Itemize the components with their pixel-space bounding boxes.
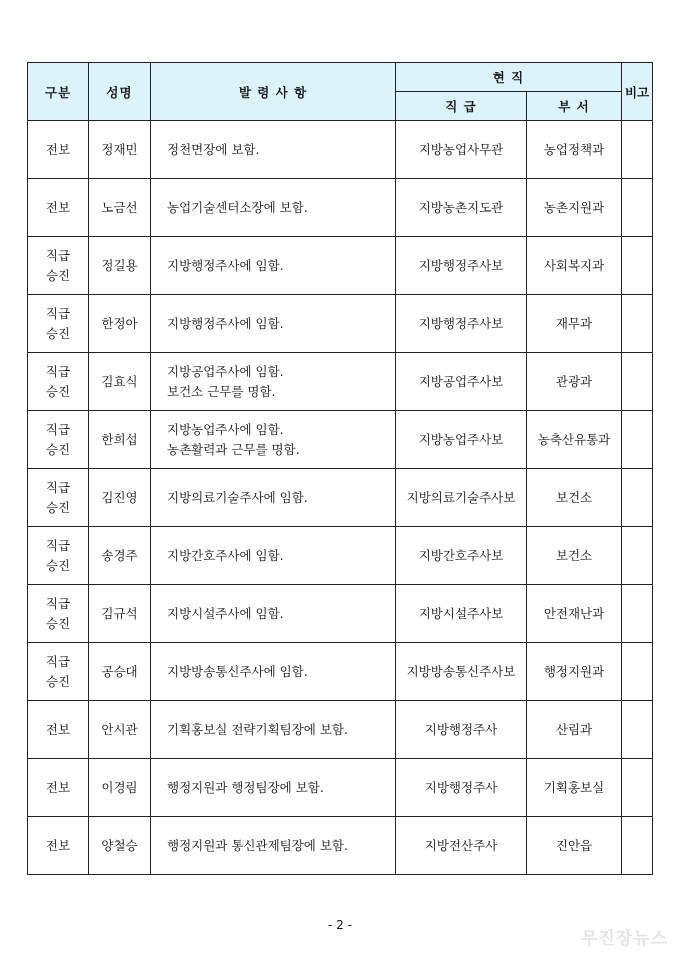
cell-rank: 지방방송통신주사보 bbox=[396, 643, 527, 701]
cell-dept: 보건소 bbox=[527, 469, 622, 527]
cell-name: 송경주 bbox=[89, 527, 151, 585]
cell-note bbox=[622, 701, 653, 759]
cell-dept: 산림과 bbox=[527, 701, 622, 759]
cell-dept: 안전재난과 bbox=[527, 585, 622, 643]
table-row bbox=[28, 179, 653, 237]
header-row bbox=[28, 63, 653, 92]
cell-order: 행정지원과 통신관제팀장에 보함. bbox=[151, 817, 396, 875]
cell-category: 전보 bbox=[28, 817, 89, 875]
cell-category: 직급 승진 bbox=[28, 411, 89, 469]
cell-name: 정길용 bbox=[89, 237, 151, 295]
header-note: 비고 bbox=[622, 63, 653, 121]
cell-order: 행정지원과 행정팀장에 보함. bbox=[151, 759, 396, 817]
cell-dept: 진안읍 bbox=[527, 817, 622, 875]
cell-order: 지방행정주사에 임함. bbox=[151, 237, 396, 295]
header-name: 성명 bbox=[89, 63, 151, 121]
cell-name: 안시관 bbox=[89, 701, 151, 759]
cell-order: 농업기술센터소장에 보함. bbox=[151, 179, 396, 237]
table-row bbox=[28, 585, 653, 643]
cell-category: 전보 bbox=[28, 179, 89, 237]
cell-note bbox=[622, 179, 653, 237]
cell-order: 지방방송통신주사에 임함. bbox=[151, 643, 396, 701]
cell-name: 정재민 bbox=[89, 121, 151, 179]
cell-name: 한희섭 bbox=[89, 411, 151, 469]
cell-category: 직급 승진 bbox=[28, 585, 89, 643]
cell-rank: 지방전산주사 bbox=[396, 817, 527, 875]
cell-note bbox=[622, 237, 653, 295]
cell-dept: 사회복지과 bbox=[527, 237, 622, 295]
cell-rank: 지방간호주사보 bbox=[396, 527, 527, 585]
cell-note bbox=[622, 585, 653, 643]
cell-dept: 농축산유통과 bbox=[527, 411, 622, 469]
cell-name: 공승대 bbox=[89, 643, 151, 701]
cell-name: 양철승 bbox=[89, 817, 151, 875]
cell-category: 전보 bbox=[28, 701, 89, 759]
cell-order: 지방공업주사에 임함. 보건소 근무를 명함. bbox=[151, 353, 396, 411]
page-number: - 2 - bbox=[328, 918, 352, 932]
cell-rank: 지방행정주사보 bbox=[396, 237, 527, 295]
cell-note bbox=[622, 527, 653, 585]
table-row bbox=[28, 701, 653, 759]
cell-name: 김규석 bbox=[89, 585, 151, 643]
header-dept: 부 서 bbox=[527, 92, 622, 121]
cell-rank: 지방농업주사보 bbox=[396, 411, 527, 469]
table-row bbox=[28, 353, 653, 411]
cell-order: 정천면장에 보함. bbox=[151, 121, 396, 179]
cell-order: 기획홍보실 전략기획팀장에 보함. bbox=[151, 701, 396, 759]
cell-note bbox=[622, 759, 653, 817]
personnel-table bbox=[27, 62, 653, 875]
cell-dept: 재무과 bbox=[527, 295, 622, 353]
table-row bbox=[28, 469, 653, 527]
cell-name: 노금선 bbox=[89, 179, 151, 237]
cell-note bbox=[622, 469, 653, 527]
table-row bbox=[28, 121, 653, 179]
cell-rank: 지방공업주사보 bbox=[396, 353, 527, 411]
cell-note bbox=[622, 817, 653, 875]
cell-order: 지방간호주사에 임함. bbox=[151, 527, 396, 585]
cell-dept: 행정지원과 bbox=[527, 643, 622, 701]
cell-dept: 관광과 bbox=[527, 353, 622, 411]
cell-order: 지방의료기술주사에 임함. bbox=[151, 469, 396, 527]
header-current: 현 직 bbox=[396, 63, 622, 92]
cell-note bbox=[622, 295, 653, 353]
cell-category: 직급 승진 bbox=[28, 295, 89, 353]
cell-order: 지방농업주사에 임함. 농촌활력과 근무를 명함. bbox=[151, 411, 396, 469]
cell-category: 직급 승진 bbox=[28, 353, 89, 411]
cell-rank: 지방농촌지도관 bbox=[396, 179, 527, 237]
header-order: 발 령 사 항 bbox=[151, 63, 396, 121]
cell-note bbox=[622, 643, 653, 701]
cell-dept: 농촌지원과 bbox=[527, 179, 622, 237]
header-category: 구분 bbox=[28, 63, 89, 121]
table-row bbox=[28, 295, 653, 353]
watermark-logo: 무진장뉴스 bbox=[580, 929, 668, 949]
cell-name: 이경림 bbox=[89, 759, 151, 817]
cell-rank: 지방행정주사 bbox=[396, 759, 527, 817]
cell-dept: 기획홍보실 bbox=[527, 759, 622, 817]
cell-note bbox=[622, 353, 653, 411]
cell-dept: 농업정책과 bbox=[527, 121, 622, 179]
cell-order: 지방행정주사에 임함. bbox=[151, 295, 396, 353]
cell-category: 직급 승진 bbox=[28, 469, 89, 527]
cell-category: 전보 bbox=[28, 121, 89, 179]
table-row bbox=[28, 643, 653, 701]
table-row bbox=[28, 817, 653, 875]
cell-rank: 지방행정주사보 bbox=[396, 295, 527, 353]
cell-name: 한정아 bbox=[89, 295, 151, 353]
cell-rank: 지방농업사무관 bbox=[396, 121, 527, 179]
cell-name: 김효식 bbox=[89, 353, 151, 411]
table-row bbox=[28, 411, 653, 469]
header-rank: 직 급 bbox=[396, 92, 527, 121]
cell-category: 전보 bbox=[28, 759, 89, 817]
table-row bbox=[28, 759, 653, 817]
table-row bbox=[28, 237, 653, 295]
cell-note bbox=[622, 121, 653, 179]
cell-category: 직급 승진 bbox=[28, 237, 89, 295]
cell-rank: 지방행정주사 bbox=[396, 701, 527, 759]
cell-note bbox=[622, 411, 653, 469]
cell-dept: 보건소 bbox=[527, 527, 622, 585]
cell-name: 김진영 bbox=[89, 469, 151, 527]
cell-rank: 지방의료기술주사보 bbox=[396, 469, 527, 527]
cell-order: 지방시설주사에 임함. bbox=[151, 585, 396, 643]
cell-category: 직급 승진 bbox=[28, 643, 89, 701]
table-row bbox=[28, 527, 653, 585]
cell-rank: 지방시설주사보 bbox=[396, 585, 527, 643]
cell-category: 직급 승진 bbox=[28, 527, 89, 585]
